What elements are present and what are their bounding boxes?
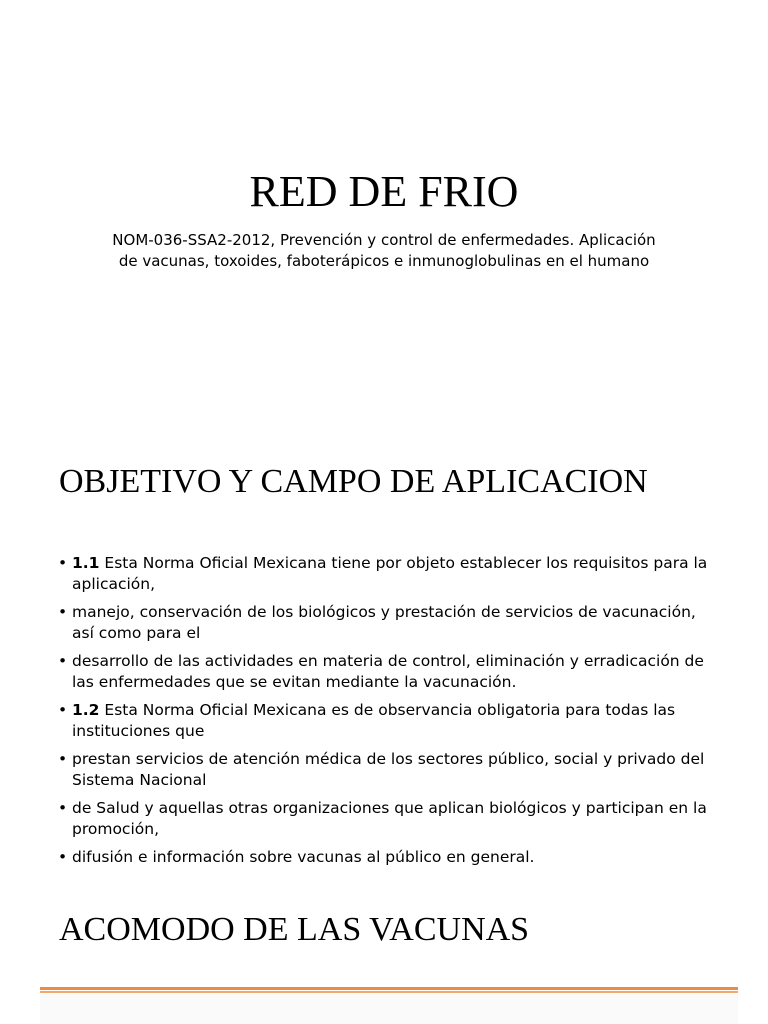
slide-title bbox=[0, 0, 768, 420]
clause-number: 1.2 bbox=[72, 701, 100, 719]
section-title-objetivo: OBJETIVO Y CAMPO DE APLICACION bbox=[59, 463, 648, 500]
bullet-list bbox=[58, 553, 718, 870]
list-item bbox=[58, 700, 718, 742]
bullet-text: desarrollo de las actividades en materia de control, eliminación y erradicación de las enfermedades que se evitan mediante la vacunación. bbox=[72, 652, 704, 691]
list-item bbox=[58, 749, 718, 791]
page-subtitle bbox=[84, 230, 684, 272]
section-title-acomodo: ACOMODO DE LAS VACUNAS bbox=[59, 911, 530, 948]
bullet-text: Esta Norma Oficial Mexicana es de observancia obligatoria para todas las instituciones que bbox=[72, 701, 676, 740]
content-placeholder bbox=[40, 994, 738, 1024]
bullet-text: de Salud y aquellas otras organizaciones que aplican biológicos y participan en la promoción, bbox=[72, 799, 707, 838]
list-item bbox=[58, 798, 718, 840]
bullet-icon: • bbox=[58, 848, 68, 866]
bullet-icon: • bbox=[58, 750, 68, 768]
bullet-text: difusión e información sobre vacunas al público en general. bbox=[72, 848, 535, 866]
bullet-icon: • bbox=[58, 701, 68, 719]
slide-objetivo bbox=[0, 420, 768, 870]
bullet-text: manejo, conservación de los biológicos y prestación de servicios de vacunación, así como para el bbox=[72, 603, 696, 642]
accent-divider bbox=[40, 987, 738, 993]
page-title: RED DE FRIO bbox=[249, 167, 519, 216]
bullet-icon: • bbox=[58, 603, 68, 621]
subtitle-line-1: NOM-036-SSA2-2012, Prevención y control de enfermedades. Aplicación bbox=[112, 231, 656, 249]
subtitle-line-2: de vacunas, toxoides, faboterápicos e inmunoglobulinas en el humano bbox=[118, 252, 650, 270]
list-item bbox=[58, 847, 718, 868]
bullet-text: prestan servicios de atención médica de los sectores público, social y privado del Sistema Nacional bbox=[72, 750, 705, 789]
slide-acomodo bbox=[0, 870, 768, 1024]
bullet-text: Esta Norma Oficial Mexicana tiene por objeto establecer los requisitos para la aplicación, bbox=[72, 554, 708, 593]
list-item bbox=[58, 553, 718, 595]
bullet-icon: • bbox=[58, 554, 68, 572]
list-item bbox=[58, 651, 718, 693]
bullet-icon: • bbox=[58, 652, 68, 670]
bullet-icon: • bbox=[58, 799, 68, 817]
list-item bbox=[58, 602, 718, 644]
clause-number: 1.1 bbox=[72, 554, 100, 572]
